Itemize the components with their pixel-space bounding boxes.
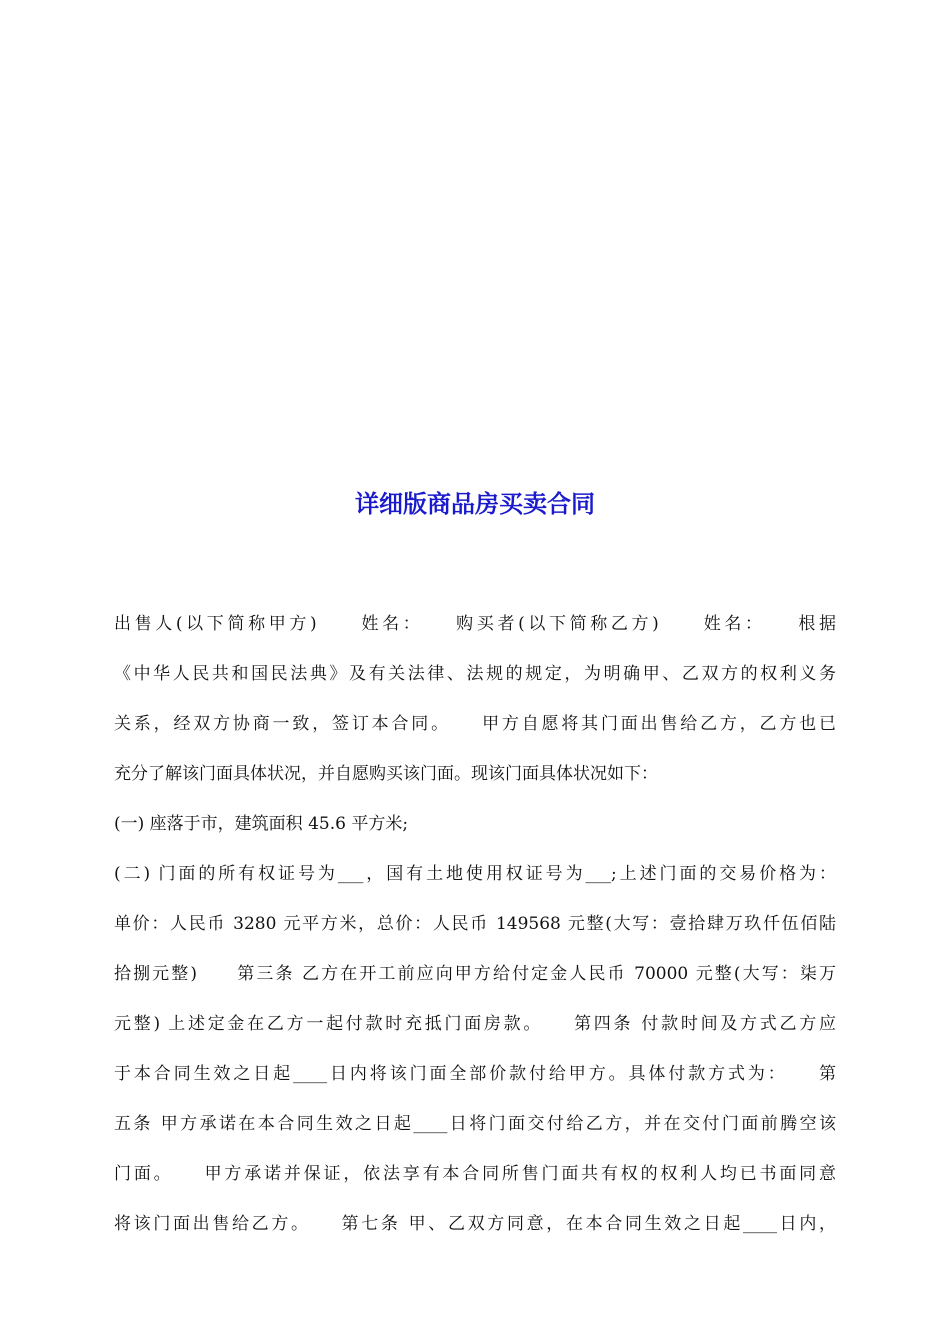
body-line-9: 元整) 上述定金在乙方一起付款时充抵门面房款。 第四条 付款时间及方式乙方应 <box>114 1014 836 1034</box>
body-line-1: 出售人(以下简称甲方) 姓名： 购买者(以下简称乙方) 姓名： 根据 <box>114 614 836 634</box>
body-line-5: (一) 座落于市，建筑面积 45.6 平方米; <box>114 814 409 834</box>
body-line-8: 拾捌元整) 第三条 乙方在开工前应向甲方给付定金人民币 70000 元整(大写：柒万 <box>114 964 836 984</box>
body-line-13: 将该门面出售给乙方。 第七条 甲、乙双方同意，在本合同生效之日起____日内， <box>114 1214 836 1234</box>
document-title: 详细版商品房买卖合同 <box>355 490 595 518</box>
body-line-11: 五条 甲方承诺在本合同生效之日起____日将门面交付给乙方，并在交付门面前腾空该 <box>114 1114 836 1134</box>
body-line-10: 于本合同生效之日起____日内将该门面全部价款付给甲方。具体付款方式为： 第 <box>114 1064 836 1084</box>
body-line-12: 门面。 甲方承诺并保证，依法享有本合同所售门面共有权的权利人均已书面同意 <box>114 1164 836 1184</box>
body-line-6: (二) 门面的所有权证号为___，国有土地使用权证号为___;上述门面的交易价格为： <box>114 864 836 884</box>
contract-body <box>114 599 836 1249</box>
body-line-2: 《中华人民共和国民法典》及有关法律、法规的规定，为明确甲、乙双方的权利义务 <box>114 664 836 684</box>
body-line-3: 关系，经双方协商一致，签订本合同。 甲方自愿将其门面出售给乙方，乙方也已 <box>114 714 836 734</box>
body-line-4: 充分了解该门面具体状况，并自愿购买该门面。现该门面具体状况如下： <box>114 764 658 784</box>
body-line-7: 单价：人民币 3280 元平方米，总价：人民币 149568 元整(大写：壹拾肆万玖仟伍佰陆 <box>114 914 836 934</box>
